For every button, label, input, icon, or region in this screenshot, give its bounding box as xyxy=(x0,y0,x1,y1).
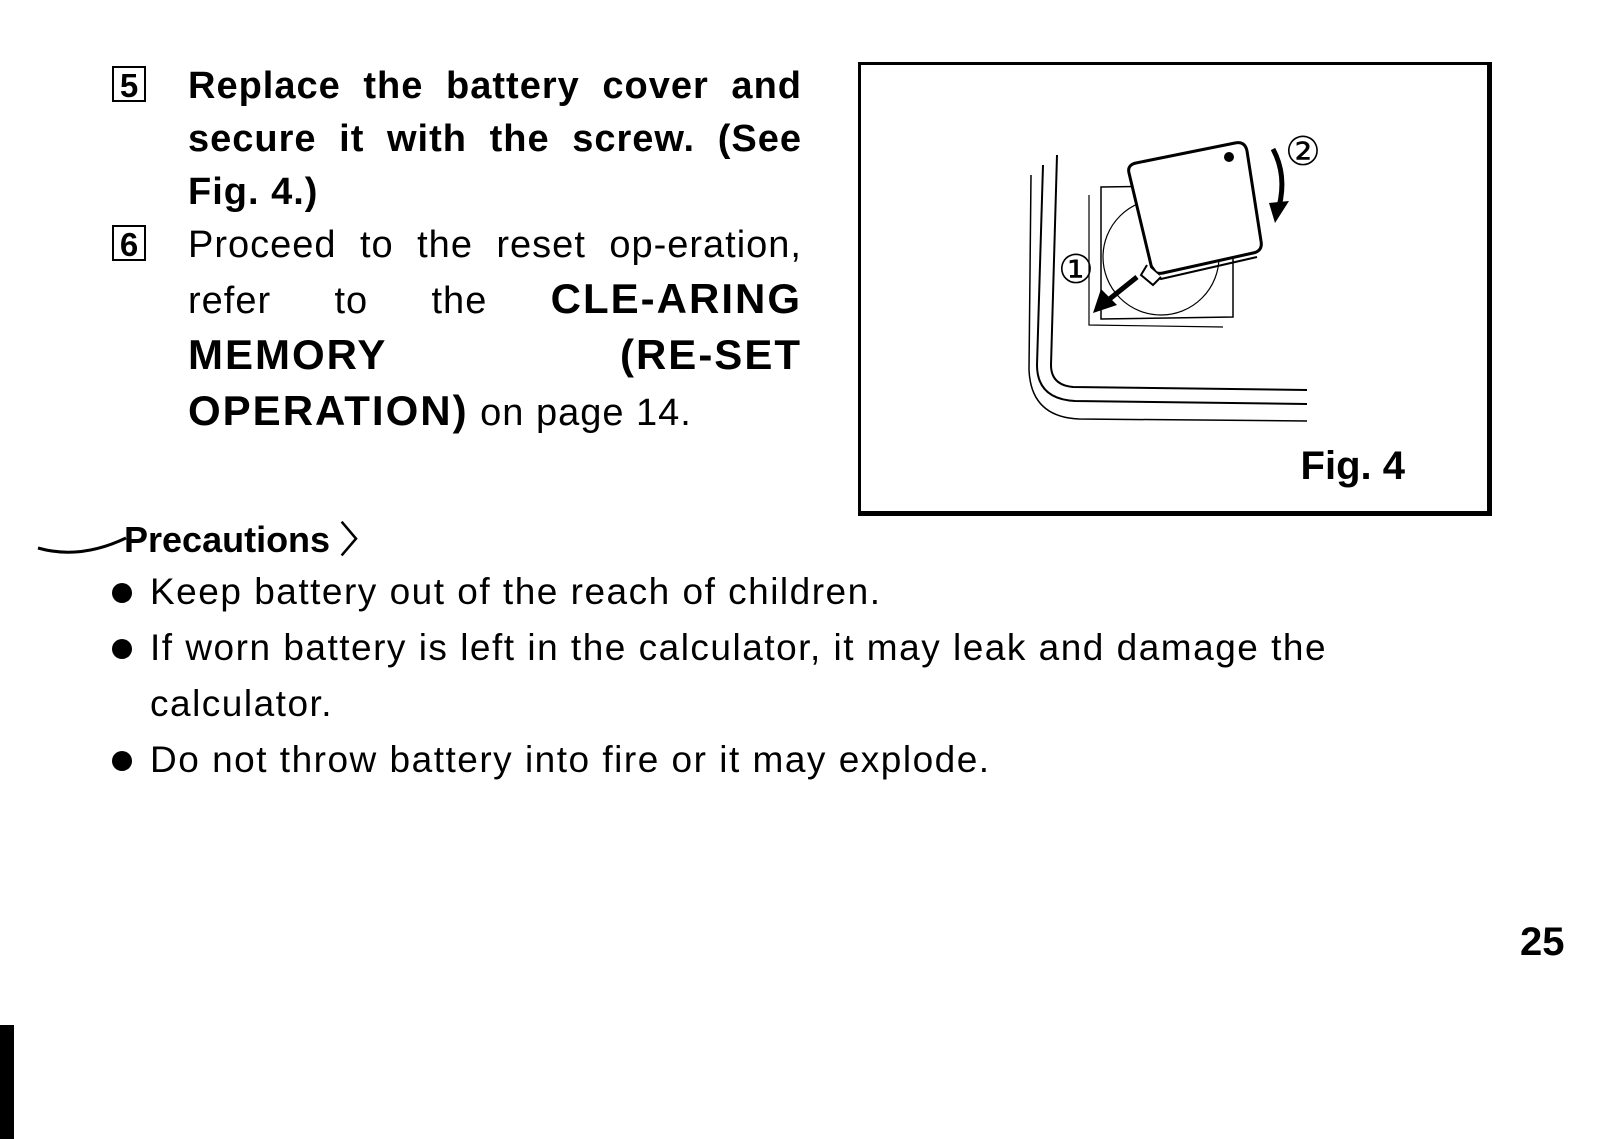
figure-4 xyxy=(858,62,1492,516)
swoosh-mark xyxy=(0,480,140,560)
step-5-text: Replace the battery cover and secure it with the screw. (See Fig. 4.) xyxy=(188,65,802,213)
bullet-icon xyxy=(112,583,132,603)
callout-1-label: ① xyxy=(1058,247,1094,293)
list-item: Keep battery out of the reach of children. xyxy=(112,564,1492,620)
step-6-text-before: Proceed to the reset op-eration, refer to the xyxy=(188,224,802,322)
step-5 xyxy=(112,60,802,219)
step-6-text-after: on page 14. xyxy=(468,392,692,434)
step-6-emphasis: CLE-ARING MEMORY (RE-SET OPERATION) xyxy=(188,275,802,434)
list-item: If worn battery is left in the calculator, it may leak and damage the calculator. xyxy=(112,620,1492,732)
precautions-heading: Precautions 〉 xyxy=(124,519,377,560)
bullet-icon xyxy=(112,751,132,771)
page-number: 25 xyxy=(1520,920,1565,964)
callout-2-label: ② xyxy=(1285,129,1321,175)
list-item: Do not throw battery into fire or it may explode. xyxy=(112,732,1492,788)
precautions-list xyxy=(112,564,1492,788)
figure-label: Fig. 4 xyxy=(1300,444,1405,488)
bullet-icon xyxy=(112,639,132,659)
step-6 xyxy=(112,219,802,440)
page-edge-bar xyxy=(0,1025,14,1139)
step-number-5: 5 xyxy=(112,66,146,102)
step-6-text xyxy=(188,219,802,440)
step-number-6: 6 xyxy=(112,225,146,261)
